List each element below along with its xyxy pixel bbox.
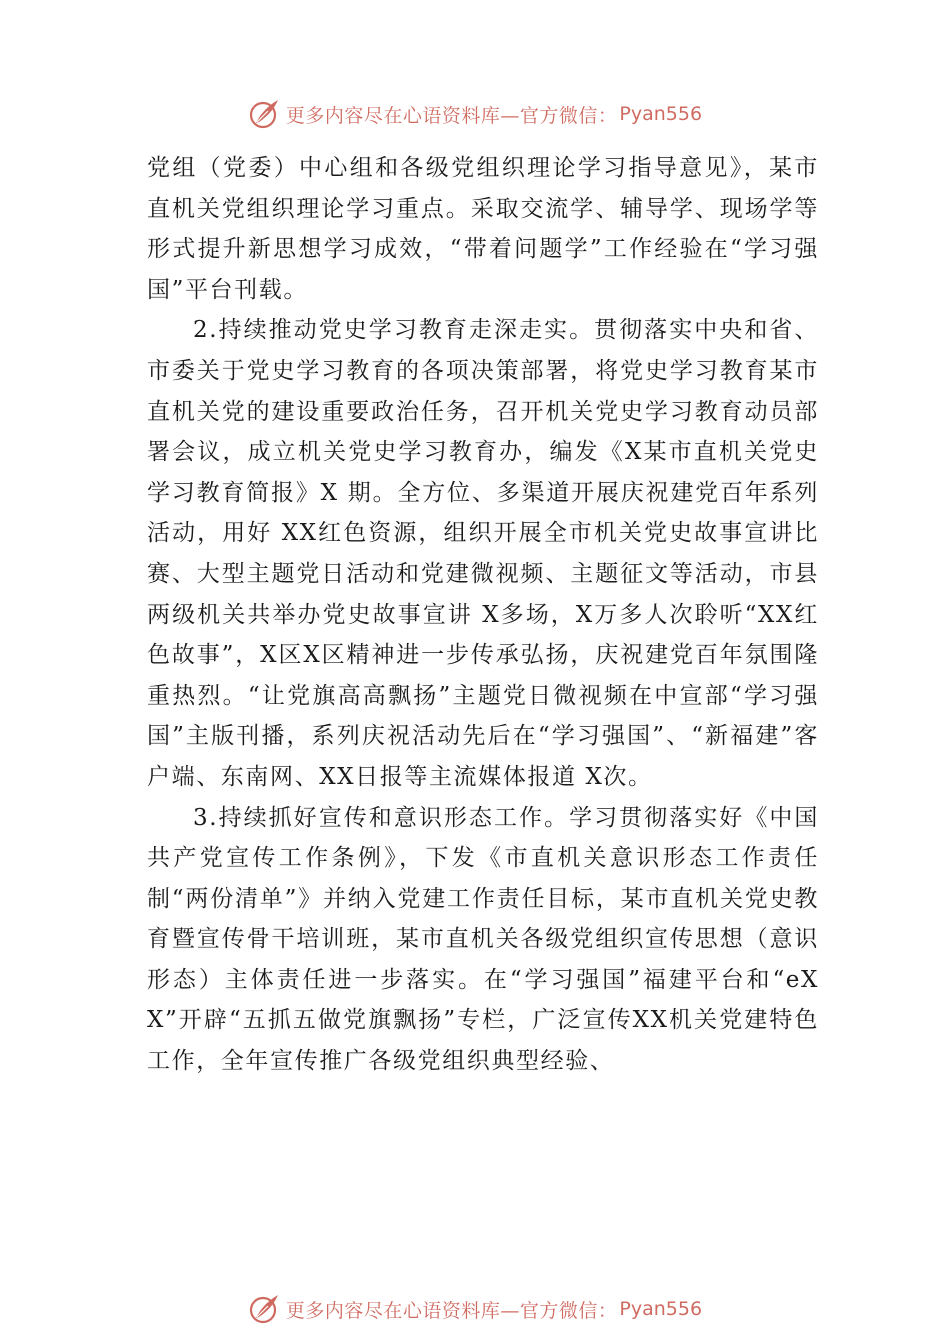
footer-watermark (0, 1289, 950, 1329)
document-body (147, 148, 819, 1082)
paragraph-2: 2.持续推动党史学习教育走深走实。贯彻落实中央和省、市委关于党史学习教育的各项决策部署，将党史学习教育某市直机关党的建设重要政治任务，召开机关党史学习教育动员部署会议，成立机关党史学习教育办，编发《X某市直机关党史学习教育简报》X 期。全方位、多渠道开展庆祝建党百年系列活动，用好 XX红色资源，组织开展全市机关党史故事宣讲比赛、大型主题党日活动和党建微视频、主题征文等活动，市县两级机关共举办党史故事宣讲 X多场，X万多人次聆听“XX红色故事”，X区X区精神进一步传承弘扬，庆祝建党百年氛围隆重热烈。“让党旗高高飘扬”主题党日微视频在中宣部“学习强国”主版刊播，系列庆祝活动先后在“学习强国”、“新福建”客户端、东南网、XX日报等主流媒体报道 X次。 (147, 317, 819, 790)
header-watermark (0, 94, 950, 134)
quill-logo-icon (248, 97, 282, 131)
watermark-wechat-id: Pyan556 (619, 1298, 703, 1320)
paragraph-3: 3.持续抓好宣传和意识形态工作。学习贯彻落实好《中国共产党宣传工作条例》，下发《市直机关意识形态工作责任制“两份清单”》并纳入党建工作责任目标，某市直机关党史教育暨宣传骨干培训班，某市直机关各级党组织宣传思想（意识形态）主体责任进一步落实。在“学习强国”福建平台和“eXX”开辟“五抓五做党旗飘扬”专栏，广泛宣传XX机关党建特色工作，全年宣传推广各级党组织典型经验、 (147, 804, 819, 1075)
quill-logo-icon (248, 1292, 282, 1326)
watermark-text: 更多内容尽在心语资料库—官方微信： (285, 104, 618, 127)
watermark-text: 更多内容尽在心语资料库—官方微信： (285, 1299, 618, 1322)
watermark-wechat-id: Pyan556 (619, 103, 703, 125)
paragraph-1: 党组（党委）中心组和各级党组织理论学习指导意见》，某市直机关党组织理论学习重点。采取交流学、辅导学、现场学等形式提升新思想学习成效，“带着问题学”工作经验在“学习强国”平台刊载。 (147, 155, 819, 303)
